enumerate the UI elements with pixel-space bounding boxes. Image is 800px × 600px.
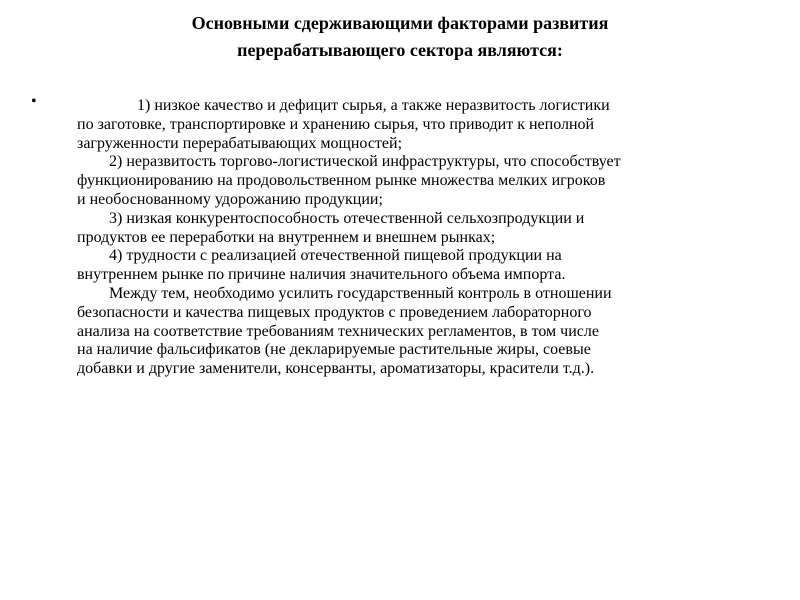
text-line: безопасности и качества пищевых продуктов с проведением лабораторного (77, 303, 592, 321)
text-line-factor-3: 3) низкая конкурентоспособность отечественной сельхозпродукции и (109, 209, 585, 227)
text-line-conclusion: Между тем, необходимо усилить государственный контроль в отношении (109, 284, 612, 302)
text-line: внутреннем рынке по причине наличия значительного объема импорта. (77, 266, 566, 284)
body-text (77, 97, 777, 379)
text-line: добавки и другие заменители, консерванты, ароматизаторы, красители т.д.). (77, 360, 595, 378)
text-line: на наличие фальсификатов (не декларируемые растительные жиры, соевые (77, 341, 591, 359)
slide-title (60, 10, 740, 64)
text-line-factor-4: 4) трудности с реализацией отечественной пищевой продукции на (109, 247, 562, 265)
text-line-factor-2: 2) неразвитость торгово-логистической инфраструктуры, что способствует (109, 153, 621, 171)
text-line: загруженности перерабатывающих мощностей; (77, 134, 403, 152)
title-line-2: перерабатывающего сектора являются: (237, 40, 563, 60)
bullet-marker: • (31, 93, 37, 110)
text-line: по заготовке, транспортировке и хранению сырья, что приводит к неполной (77, 115, 595, 133)
text-line: функционированию на продовольственном рынке множества мелких игроков (77, 172, 606, 190)
text-line: анализа на соответствие требованиям технических регламентов, в том числе (77, 322, 599, 340)
text-line-factor-1: 1) низкое качество и дефицит сырья, а также неразвитость логистики (137, 97, 610, 114)
text-line: продуктов ее переработки на внутреннем и внешнем рынках; (77, 228, 496, 246)
title-line-1: Основными сдерживающими факторами развития (191, 13, 609, 33)
text-line: и необоснованному удорожанию продукции; (77, 190, 383, 208)
